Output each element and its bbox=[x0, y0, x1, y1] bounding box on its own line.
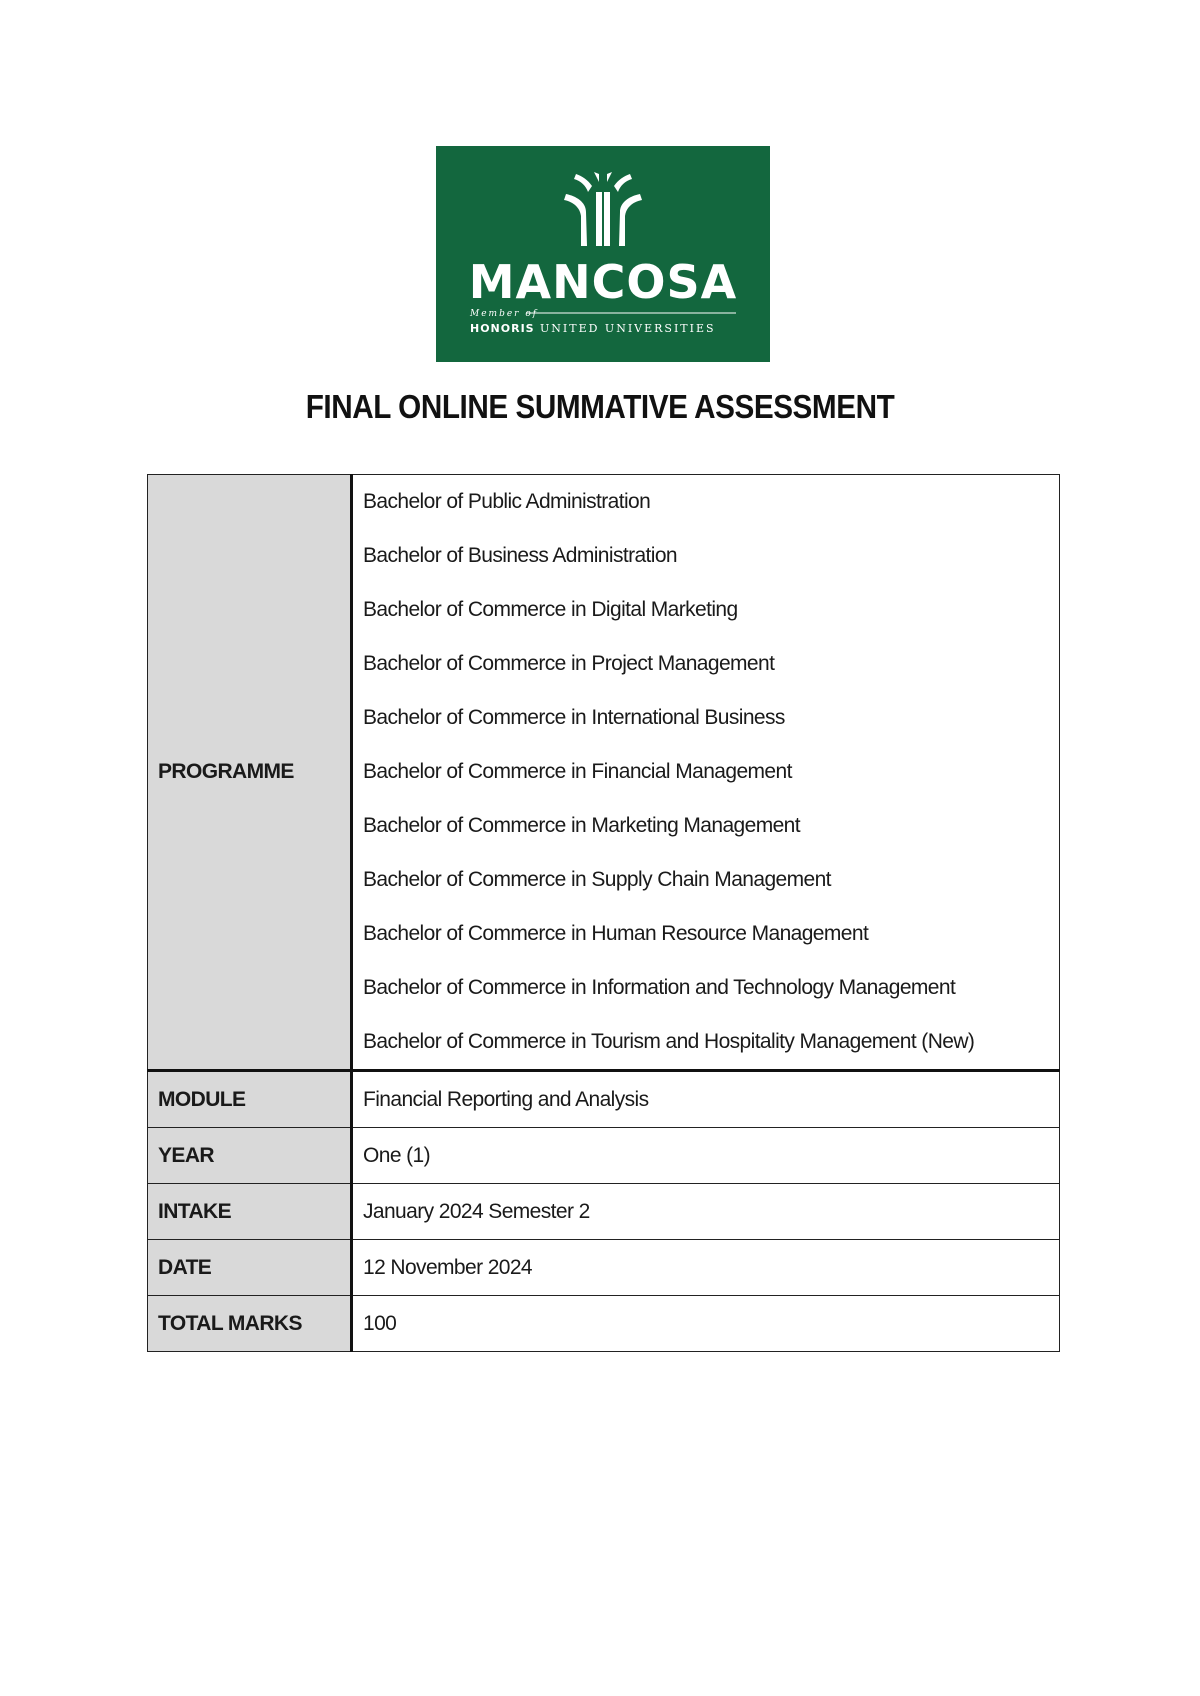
programme-item: Bachelor of Commerce in Project Management bbox=[363, 652, 775, 675]
assessment-info-table bbox=[147, 474, 1060, 1352]
total-marks-value: 100 bbox=[352, 1296, 1060, 1352]
year-label: YEAR bbox=[148, 1128, 352, 1184]
year-row bbox=[148, 1128, 1060, 1184]
logo-wordmark: MANCOSA bbox=[468, 255, 738, 309]
palm-emblem-icon bbox=[564, 172, 642, 246]
intake-label: INTAKE bbox=[148, 1184, 352, 1240]
programme-item: Bachelor of Commerce in Information and Technology Management bbox=[363, 976, 956, 999]
logo-member-of: Member of bbox=[470, 309, 539, 319]
module-label: MODULE bbox=[148, 1071, 352, 1128]
mancosa-logo-graphic bbox=[436, 146, 770, 362]
programme-item: Bachelor of Commerce in Digital Marketing bbox=[363, 598, 738, 621]
programme-item: Bachelor of Commerce in Marketing Management bbox=[363, 814, 800, 837]
intake-value: January 2024 Semester 2 bbox=[352, 1184, 1060, 1240]
module-row bbox=[148, 1071, 1060, 1128]
module-value: Financial Reporting and Analysis bbox=[352, 1071, 1060, 1128]
programme-item: Bachelor of Commerce in Financial Management bbox=[363, 760, 792, 783]
year-value: One (1) bbox=[352, 1128, 1060, 1184]
programme-value bbox=[352, 475, 1060, 1071]
logo-united-universities: UNITED UNIVERSITIES bbox=[540, 322, 716, 335]
total-marks-row bbox=[148, 1296, 1060, 1352]
intake-row bbox=[148, 1184, 1060, 1240]
date-value: 12 November 2024 bbox=[352, 1240, 1060, 1296]
programme-item: Bachelor of Commerce in International Business bbox=[363, 706, 785, 729]
programme-item: Bachelor of Commerce in Human Resource Management bbox=[363, 922, 869, 945]
programme-item: Bachelor of Public Administration bbox=[363, 490, 651, 513]
programme-item: Bachelor of Commerce in Tourism and Hospitality Management (New) bbox=[363, 1030, 975, 1053]
date-row bbox=[148, 1240, 1060, 1296]
programme-item: Bachelor of Commerce in Supply Chain Management bbox=[363, 868, 831, 891]
logo-honoris: HONORIS bbox=[470, 322, 535, 335]
programme-item: Bachelor of Business Administration bbox=[363, 544, 678, 567]
programme-row bbox=[148, 475, 1060, 1071]
mancosa-logo bbox=[436, 146, 770, 362]
programme-list bbox=[363, 475, 1059, 1069]
date-label: DATE bbox=[148, 1240, 352, 1296]
total-marks-label: TOTAL MARKS bbox=[148, 1296, 352, 1352]
programme-label: PROGRAMME bbox=[148, 475, 352, 1071]
page-title: FINAL ONLINE SUMMATIVE ASSESSMENT bbox=[305, 388, 895, 425]
